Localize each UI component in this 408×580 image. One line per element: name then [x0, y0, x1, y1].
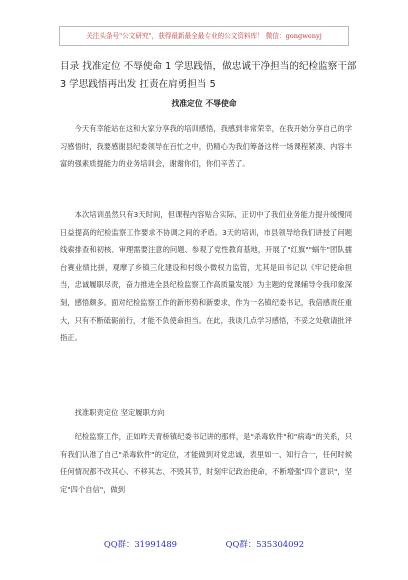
paragraph-2: 本次培训虽然只有3天时间，但课程内容贴合实际，正切中了我们业务能力提升缓慢同日益提高的纪检监察工作要求不协调之间的矛盾。3天的培训，市县领导给我们讲授了问题线索排查和初核、审理需要注意的问题、参观了党性教育基地，开展了"红旗""蜗牛"团队擂台赛业绩比拼，观摩了乡镇三化建设和村级小微权力监管，尤其是田书记以《牢记使命担当，忠诚履职尽责，奋力推进全县纪检监察工作高质量发展》为主题的党课辅导令我印象深刻，感悟颇多。面对纪检监察工作的新形势和新要求，作为一名镇纪委书记，我倍感责任重大，只有不断砥砺前行，才能不负使命担当。在此，我谈几点学习感悟，不妥之处敬请批评指正。 [60, 210, 352, 343]
footer [0, 538, 408, 550]
subheading: 找准职责定位 坚定履职方向 [74, 408, 165, 417]
paragraph-3: 纪检监察工作，正如昨天青桥镇纪委书记讲的那样，是"杀毒软件"和"病毒"的关系，只有我们认准了自己"杀毒软件"的定位，才能做到对党忠诚，表里如一、知行合一，任何时候任何情况都不改其心、不移其志、不毁其节，时刻牢记政治使命，不断增强"四个意识"，坚定"四个自信"，做到 [60, 432, 352, 494]
footer-qq-group-2: QQ群：535304092 [225, 539, 305, 549]
section-heading: 找准定位 不辱使命 [171, 99, 237, 108]
header-banner: 关注头条号"公文研究"，获得最新最全最专业的公文资料库！ 微信：gongwenyj [59, 26, 349, 46]
footer-qq-group-1: QQ群：31991489 [103, 539, 177, 549]
paragraph-1: 今天有幸能站在这和大家分享我的培训感悟，我感到非常荣幸，在我开始分享自己的学习感悟时，我要感谢县纪委领导在百忙之中，仍精心为我们筹备这样一场课程紧凑、内容丰富的强素质提能力的业务培训会，谢谢你们，你们辛苦了。 [60, 124, 352, 169]
document-title: 目录 找准定位 不辱使命 1 学思践悟，做忠诚干净担当的纪检监察干部 3 学思践悟再出发 扛责在肩勇担当 5 [60, 61, 357, 90]
